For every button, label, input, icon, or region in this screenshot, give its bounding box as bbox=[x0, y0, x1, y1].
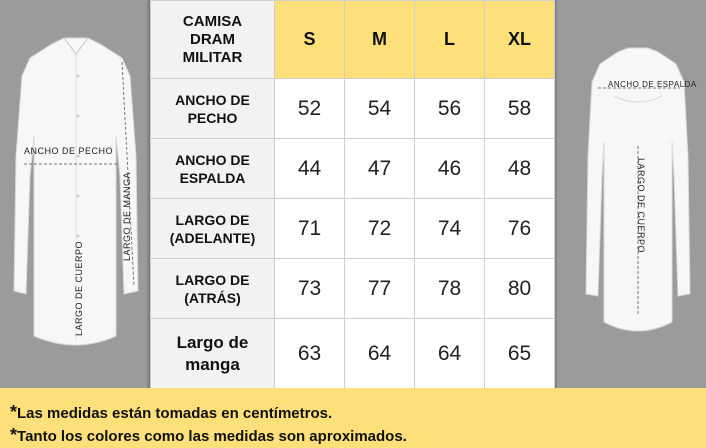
note-units bbox=[10, 402, 332, 423]
measurement-cell: 54 bbox=[345, 79, 415, 139]
table-row-back-length bbox=[151, 259, 555, 319]
product-name-line: CAMISA bbox=[182, 12, 243, 30]
measurement-cell: 76 bbox=[485, 199, 555, 259]
sleeve-length-label: LARGO DE MANGA bbox=[122, 171, 132, 261]
row-label-line: ANCHO DE bbox=[175, 91, 250, 108]
note-approximate bbox=[10, 425, 407, 446]
chest-width-label: ANCHO DE PECHO bbox=[24, 146, 114, 156]
row-label-line: ESPALDA bbox=[179, 169, 246, 186]
row-label-line: ANCHO DE bbox=[175, 151, 250, 168]
note-asterisk: * bbox=[10, 425, 18, 445]
measurement-cell: 64 bbox=[345, 319, 415, 389]
measurement-cell: 73 bbox=[275, 259, 345, 319]
back-shirt-illustration bbox=[584, 46, 697, 342]
table-row-chest-width bbox=[151, 79, 555, 139]
measurement-cell: 65 bbox=[485, 319, 555, 389]
measurement-cell: 47 bbox=[345, 139, 415, 199]
note-approximate-text: Tanto los colores como las medidas son aproximados. bbox=[17, 428, 407, 445]
measurement-cell: 78 bbox=[415, 259, 485, 319]
table-header-row bbox=[151, 1, 555, 79]
row-label-line: Largo de bbox=[176, 332, 249, 352]
measurement-cell: 64 bbox=[415, 319, 485, 389]
row-label-line: PECHO bbox=[187, 109, 238, 126]
table-row-sleeve-length bbox=[151, 319, 555, 389]
product-name-line: MILITAR bbox=[182, 48, 243, 66]
row-label-line: LARGO DE bbox=[175, 211, 250, 228]
row-label bbox=[151, 259, 275, 319]
size-header-l: L bbox=[415, 1, 485, 79]
row-label bbox=[151, 319, 275, 389]
measurement-cell: 46 bbox=[415, 139, 485, 199]
size-chart-table bbox=[150, 0, 555, 389]
row-label-line: LARGO DE bbox=[175, 271, 250, 288]
row-label-line: manga bbox=[185, 354, 240, 374]
size-header-s: S bbox=[275, 1, 345, 79]
note-units-text: Las medidas están tomadas en centímetros. bbox=[17, 405, 333, 422]
measurement-cell: 58 bbox=[485, 79, 555, 139]
row-label bbox=[151, 199, 275, 259]
row-label-line: (ATRÁS) bbox=[184, 289, 241, 306]
note-asterisk: * bbox=[10, 402, 18, 422]
measurement-cell: 48 bbox=[485, 139, 555, 199]
measurement-cell: 74 bbox=[415, 199, 485, 259]
size-header-xl: XL bbox=[485, 1, 555, 79]
row-label bbox=[151, 79, 275, 139]
measurement-cell: 56 bbox=[415, 79, 485, 139]
measurement-cell: 72 bbox=[345, 199, 415, 259]
front-body-length-label: LARGO DE CUERPO bbox=[74, 240, 84, 336]
size-header-m: M bbox=[345, 1, 415, 79]
table-row-front-length bbox=[151, 199, 555, 259]
back-body-length-label: LARGO DE CUERPO bbox=[636, 158, 646, 254]
row-label bbox=[151, 139, 275, 199]
measurement-cell: 77 bbox=[345, 259, 415, 319]
back-width-label: ANCHO DE ESPALDA bbox=[608, 80, 697, 89]
table-row-back-width bbox=[151, 139, 555, 199]
measurement-cell: 44 bbox=[275, 139, 345, 199]
front-shirt-illustration bbox=[12, 36, 140, 356]
product-name-cell bbox=[151, 1, 275, 79]
measurement-cell: 71 bbox=[275, 199, 345, 259]
product-name-line: DRAM bbox=[190, 30, 235, 48]
measurement-cell: 52 bbox=[275, 79, 345, 139]
measurement-cell: 63 bbox=[275, 319, 345, 389]
measurement-cell: 80 bbox=[485, 259, 555, 319]
row-label-line: (ADELANTE) bbox=[169, 229, 256, 246]
